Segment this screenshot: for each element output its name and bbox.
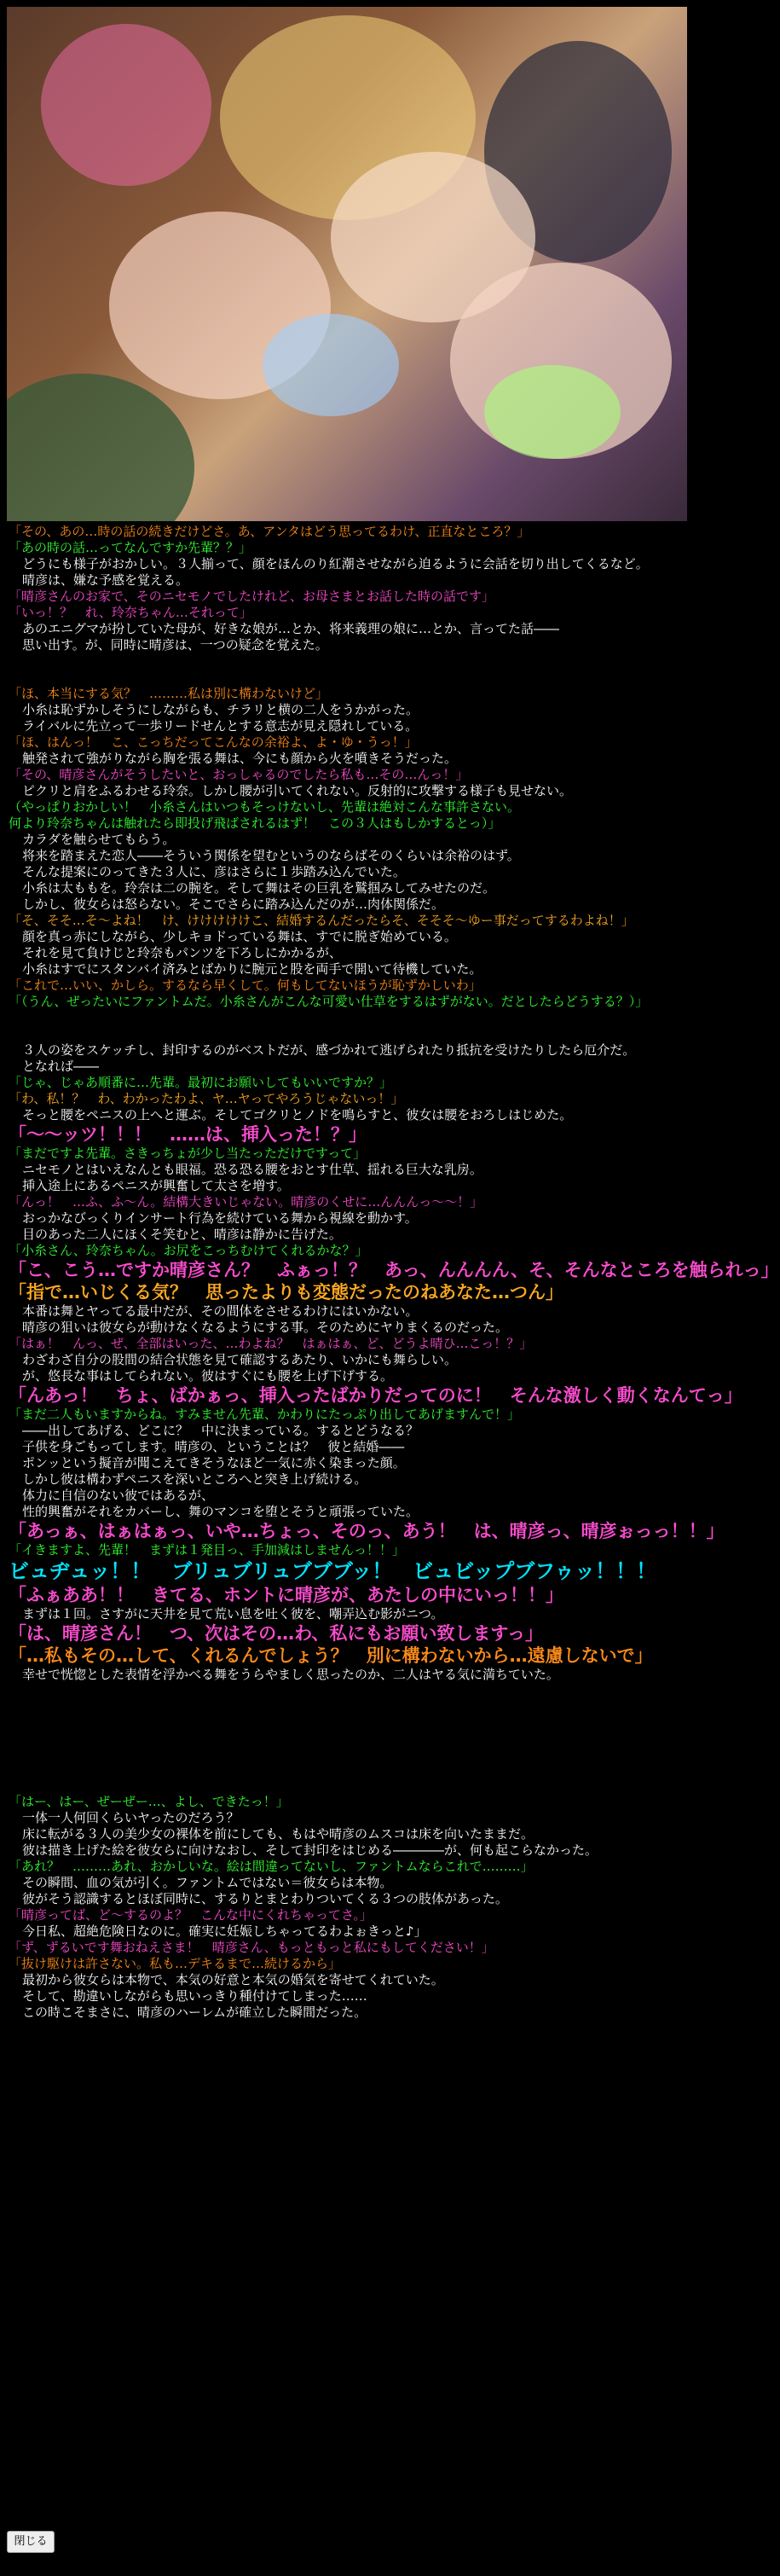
narration-line: わざわざ自分の股間の結合状態を見て確認するあたり、いかにも舞らしい。: [22, 1352, 458, 1367]
narration-line: 挿入途上にあるペニスが興奮して太さを増す。: [22, 1178, 290, 1193]
narration-line: 性的興奮がそれをカバーし、舞のマンコを堕とそうと頑張っていた。: [22, 1504, 419, 1519]
story-block-3: [9, 1042, 779, 1683]
narration-line: そんな提案にのってきた３人に、彦はさらに１歩踏み込んでいた。: [22, 864, 406, 879]
dialogue-line: 「こ、こう…ですか晴彦さん？ ふぁっ！？ あっ、んんんん、そ、そんなところを触られっ」: [9, 1260, 779, 1280]
narration-line: 床に転がる３人の美少女の裸体を前にしても、もはや晴彦のムスコは床を向いたままだ。: [22, 1826, 534, 1842]
dialogue-line: 「イきますよ、先輩！ まずは１発目っ、手加減はしませんっ！！」: [9, 1542, 406, 1558]
event-cg-image: [7, 7, 687, 521]
narration-line: 小糸は太ももを。玲奈は二の腕を。そして舞はその巨乳を鷲掴みしてみせたのだ。: [22, 880, 496, 896]
narration-line: ピクリと肩をふるわせる玲奈。しかし腰が引いてくれない。反射的に攻撃する様子も見せない。: [22, 783, 573, 798]
narration-line: 体力に自信のない彼ではあるが、: [22, 1488, 215, 1503]
dialogue-line: 「その、あの…時の話の続きだけどさ。あ、アンタはどう思ってるわけ、正直なところ？」: [9, 524, 530, 539]
dialogue-line: 「まだ二人もいますからね。すみません先輩、かわりにたっぷり出してあげますんで！」: [9, 1407, 521, 1422]
narration-line: あのエニグマが扮していた母が、好きな娘が…とか、将来義理の娘に…とか、言ってた話――: [22, 621, 560, 636]
narration-line: ニセモノとはいえなんとも眼福。恐る恐る腰をおとす仕草、揺れる巨大な乳房。: [22, 1162, 482, 1177]
close-button[interactable]: 閉じる: [7, 2531, 55, 2553]
story-text: [9, 524, 779, 2021]
narration-line: 彼がそう認識するとほぼ同時に、するりとまとわりついてくる３つの肢体があった。: [22, 1891, 508, 1906]
story-block-1: [9, 524, 690, 653]
narration-line: カラダを触らせてもらう。: [22, 832, 176, 847]
narration-line: ――出してあげる、どこに？ 中に決まっている。するとどうなる？: [22, 1423, 419, 1438]
narration-line: 顔を真っ赤にしながら、少しキョドっている舞は、すでに脱ぎ始めている。: [22, 929, 457, 944]
dialogue-line: 「そ、そそ…そ～よね！ け、けけけけけこ、結婚するんだったらそ、そそそ～ゆー事だってするわよね！」: [9, 913, 634, 928]
dialogue-line: 「～～ッツ！！！ ……は、挿入った！？」: [9, 1124, 367, 1145]
dialogue-line: 「ず、ずるいです舞おねえさま！ 晴彦さん、もっともっと私にもしてください！」: [9, 1940, 494, 1955]
narration-line: しかし彼は構わずペニスを深いところへと突き上げ続ける。: [22, 1471, 367, 1487]
dialogue-line: 「（うん、ぜったいにファントムだ。小糸さんがこんな可愛い仕草をするはずがない。だとしたらどうする？）」: [9, 994, 649, 1009]
narration-line: 幸せで恍惚とした表情を浮かべる舞をうらやましく思ったのか、二人はヤる気に満ちていた。: [22, 1667, 559, 1682]
narration-line: その瞬間、血の気が引く。ファントムではない＝彼女らは本物。: [22, 1875, 393, 1890]
dialogue-line: 「あの時の話…ってなんですか先輩？？」: [9, 540, 252, 555]
narration-line: そっと腰をペニスの上へと運ぶ。そしてゴクリとノドを鳴らすと、彼女は腰をおろしはじめた。: [22, 1107, 573, 1123]
dialogue-line: 「抜け駆けは許さない。私も…デキるまで…続けるから」: [9, 1956, 342, 1971]
narration-line: そして、勘違いしながらも思いっきり種付けてしまった……: [22, 1988, 367, 2004]
narration-line: 小糸は恥ずかしそうにしながらも、チラリと横の二人をうかがった。: [22, 702, 419, 717]
narration-line: ライバルに先立って一歩リードせんとする意志が見え隠れしている。: [22, 718, 419, 734]
dialogue-line: 「まだですよ先輩。さきっちょが少し当たっただけですって」: [9, 1146, 367, 1161]
narration-line: 目のあった二人にほくそ笑むと、晴彦は静かに告げた。: [22, 1227, 342, 1242]
narration-line: 小糸はすでにスタンバイ済みとばかりに腕元と股を両手で開いて待機していた。: [22, 961, 482, 977]
dialogue-line: 「晴彦さんのお家で、そのニセモノでしたけれど、お母さまとお話した時の話です」: [9, 589, 495, 604]
dialogue-line: 「ほ、はんっ！ こ、こっちだってこんなの余裕よ、よ・ゆ・うっ！」: [9, 734, 418, 750]
dialogue-line: 「わ、私！？ わ、わかったわよ、ヤ…ヤってやろうじゃないっ！」: [9, 1091, 404, 1106]
narration-line: となれば――: [22, 1059, 100, 1074]
sound-effect-line: ビュヂュッ！！ ブリュブリュブブブッ！ ビュビップブフゥッ！！！: [9, 1559, 657, 1583]
dialogue-line: （やっぱりおかしい！ 小糸さんはいつもそっけないし、先輩は絶対こんな事許さない。: [9, 799, 521, 815]
narration-line: 触発されて強がりながら胸を張る舞は、今にも顔から火を噴きそうだった。: [22, 751, 458, 766]
dialogue-line: 「はー、はー、ぜーぜー…、よし、できたっ！」: [9, 1794, 289, 1809]
narration-line: 子供を身ごもってします。晴彦の、ということは？ 彼と結婚――: [22, 1439, 405, 1454]
narration-line: 彼は描き上げた絵を彼女らに向けなおし、そして封印をはじめる――――が、何も起こらなかった。: [22, 1842, 598, 1858]
dialogue-line: 「いっ！？ れ、玲奈ちゃん…それって」: [9, 605, 252, 620]
dialogue-line: 「指で…いじくる気？ 思ったよりも変態だったのねあなた…つん」: [9, 1282, 563, 1303]
dialogue-line: 「あれ？ ………あれ、おかしいな。絵は間違ってないし、ファントムならこれで………」: [9, 1859, 534, 1874]
dialogue-line: 「…私もその…して、くれるんでしょう？ 別に構わないから…遠慮しないで」: [9, 1645, 653, 1666]
narration-line: が、悠長な事はしてられない。彼はすぐにも腰を上げ下げする。: [22, 1368, 394, 1384]
narration-line: 一体一人何回くらいヤったのだろう？: [22, 1810, 240, 1825]
narration-line: この時こそまさに、晴彦のハーレムが確立した瞬間だった。: [22, 2005, 367, 2020]
narration-line: 将来を踏まえた恋人――そういう関係を望むというのならばそのくらいは余裕のはず。: [22, 848, 520, 863]
dialogue-line: 「ほ、本当にする気？ ………私は別に構わないけど」: [9, 686, 329, 701]
narration-line: 今日私、超絶危険日なのに。確実に妊娠しちゃってるわよぉきっと♪」: [22, 1923, 427, 1939]
narration-line: それを見て負けじと玲奈もパンツを下ろしにかかるが、: [22, 945, 343, 960]
dialogue-line: 「んっ！ …ふ、ふ～ん。結構大きいじゃない。晴彦のくせに…んんんっ～～！」: [9, 1194, 483, 1210]
dialogue-line: 「はぁ！ んっ、ぜ、全部はいった、…わよね？ はぁはぁ、ど、どうよ晴ひ…こっ！？」: [9, 1336, 533, 1351]
dialogue-line: 「んあっ！ ちょ、ばかぁっ、挿入ったばかりだってのに！ そんな激しく動くなんてっ」: [9, 1385, 742, 1406]
dialogue-line: 「ふぁああ！！ きてる、ホントに晴彦が、あたしの中にいっ！！」: [9, 1585, 563, 1605]
narration-line: ３人の姿をスケッチし、封印するのがベストだが、感づかれて逃げられたり抵抗を受けたりしたら厄介だ。: [22, 1042, 636, 1058]
dialogue-line: 「は、晴彦さん！ つ、次はその…わ、私にもお願い致しますっ」: [9, 1623, 544, 1644]
narration-line: 晴彦の狙いは彼女らが動けなくなるようにする事。そのためにヤりまくるのだった。: [22, 1320, 509, 1335]
story-block-2: [9, 686, 690, 1010]
narration-line: まずは１回。さすがに天井を見て荒い息を吐く彼を、嘲弄込む影がニつ。: [22, 1606, 444, 1622]
narration-line: どうにも様子がおかしい。３人揃って、顔をほんのり紅潮させながら迫るように会話を切り出してくるなど。: [22, 556, 649, 571]
dialogue-line: 「その、晴彦さんがそうしたいと、おっしゃるのでしたら私も…その…んっ！」: [9, 767, 469, 782]
dialogue-line: 「これで…いい、かしら。するなら早くして。何もしてないほうが恥ずかしいわ」: [9, 978, 482, 993]
narration-line: しかし、彼女らは怒らない。そこでさらに踏み込んだのが…肉体関係だ。: [22, 896, 445, 912]
narration-line: おっかなびっくりインサート行為を続けている舞から視線を動かす。: [22, 1210, 418, 1226]
narration-line: ポンッという擬音が聞こえてきそうなほど一気に赤く染まった顔。: [22, 1455, 406, 1471]
narration-line: 晴彦は、嫌な予感を覚える。: [22, 572, 189, 588]
dialogue-line: 「晴彦ってば、ど～するのよ？ こんな中にくれちゃってさ。」: [9, 1907, 373, 1923]
narration-line: 最初から彼女らは本物で、本気の好意と本気の婚気を寄せてくれていた。: [22, 1972, 444, 1987]
dialogue-line: 「小糸さん、玲奈ちゃん。お尻をこっちむけてくれるかな？」: [9, 1243, 368, 1258]
dialogue-line: 「じゃ、じゃあ順番に…先輩。最初にお願いしてもいいですか？」: [9, 1075, 393, 1090]
story-block-4: [9, 1794, 690, 2021]
narration-line: 思い出す。が、同時に晴彦は、一つの疑念を覚えた。: [22, 637, 328, 653]
dialogue-line: 「あっぁ、はぁはぁっ、いや…ちょっ、そのっ、あう！ は、晴彦っ、晴彦ぉっっ！！」: [9, 1521, 725, 1541]
dialogue-line: 何より玲奈ちゃんは触れたら即投げ飛ばされるはず！ この３人はもしかするとっ）」: [9, 815, 501, 831]
narration-line: 本番は舞とヤってる最中だが、その間体をさせるわけにはいかない。: [22, 1303, 419, 1319]
